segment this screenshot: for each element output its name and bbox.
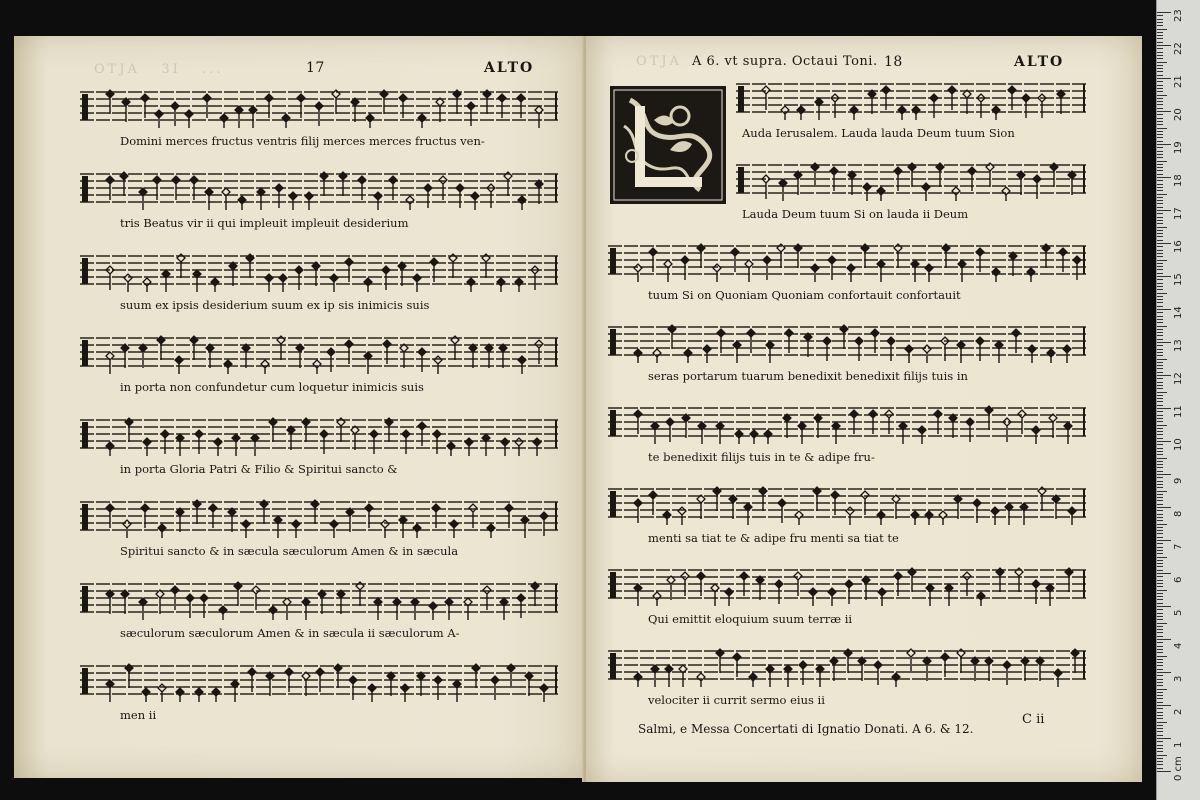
footer-title: Salmi, e Messa Concertati di Ignatio Donati. A 6. & 12. bbox=[638, 722, 974, 736]
ruler-tick bbox=[1157, 101, 1163, 102]
right-lyric-line: seras portarum tuarum benedixit benedixit filijs tuis in bbox=[648, 369, 968, 383]
ruler-tick bbox=[1157, 467, 1163, 468]
left-lyric-line: sæculorum sæculorum Amen & in sæcula ii sæculorum A- bbox=[120, 626, 460, 640]
left-music-staff bbox=[80, 168, 560, 212]
ruler-tick bbox=[1157, 161, 1167, 162]
ruler-tick bbox=[1157, 187, 1163, 188]
left-lyric-line: Spiritui sancto & in sæcula sæculorum Amen & in sæcula bbox=[120, 544, 459, 558]
ruler-tick bbox=[1157, 599, 1163, 600]
right-page-number: 18 bbox=[884, 54, 903, 70]
ruler-number: 16 bbox=[1173, 240, 1184, 253]
right-music-staff bbox=[608, 645, 1088, 689]
ruler-tick bbox=[1157, 464, 1163, 465]
ruler-tick bbox=[1157, 88, 1163, 89]
ruler-tick bbox=[1157, 326, 1167, 327]
ruler-tick bbox=[1157, 520, 1163, 521]
ruler-tick bbox=[1157, 411, 1163, 412]
ruler-tick bbox=[1157, 68, 1163, 69]
right-music-staff bbox=[736, 159, 1088, 203]
ruler-tick bbox=[1157, 434, 1163, 435]
ruler-tick bbox=[1157, 623, 1167, 624]
ruler-number: 19 bbox=[1173, 141, 1184, 154]
ruler-tick bbox=[1157, 616, 1163, 617]
ruler-tick bbox=[1157, 210, 1171, 211]
ruler-tick bbox=[1157, 471, 1163, 472]
ruler-tick bbox=[1157, 659, 1163, 660]
ruler-number: 14 bbox=[1173, 306, 1184, 319]
ruler-tick bbox=[1157, 441, 1171, 442]
ruler-tick bbox=[1157, 184, 1163, 185]
left-page bbox=[14, 36, 586, 778]
ruler-tick bbox=[1157, 71, 1163, 72]
ruler-tick bbox=[1157, 642, 1163, 643]
ruler-tick bbox=[1157, 352, 1163, 353]
ruler-tick bbox=[1157, 751, 1163, 752]
ruler-tick bbox=[1157, 731, 1163, 732]
ruler-number: 17 bbox=[1173, 207, 1184, 220]
ruler-tick bbox=[1157, 685, 1163, 686]
ruler-tick bbox=[1157, 253, 1163, 254]
ruler-tick bbox=[1157, 665, 1163, 666]
ruler-tick bbox=[1157, 250, 1163, 251]
ruler-tick bbox=[1157, 45, 1171, 46]
ruler-tick bbox=[1157, 484, 1163, 485]
ruler-tick bbox=[1157, 712, 1163, 713]
ruler-tick bbox=[1157, 279, 1163, 280]
ruler-tick bbox=[1157, 527, 1163, 528]
ruler-tick bbox=[1157, 164, 1163, 165]
ruler-tick bbox=[1157, 194, 1167, 195]
ruler-tick bbox=[1157, 573, 1171, 574]
ruler-tick bbox=[1157, 596, 1163, 597]
right-lyric-line: te benedixit filijs tuis in te & adipe fru- bbox=[648, 450, 875, 464]
ruler-tick bbox=[1157, 524, 1167, 525]
ruler-tick bbox=[1157, 431, 1163, 432]
bleed-through-text: OTJA 3I ... bbox=[94, 62, 224, 77]
ruler-tick bbox=[1157, 771, 1171, 772]
ruler-tick bbox=[1157, 755, 1167, 756]
ruler-tick bbox=[1157, 639, 1171, 640]
ruler-tick bbox=[1157, 137, 1163, 138]
ruler-tick bbox=[1157, 438, 1163, 439]
ruler-tick bbox=[1157, 223, 1163, 224]
ruler-tick bbox=[1157, 385, 1163, 386]
left-music-staff bbox=[80, 86, 560, 130]
bleed-through-text: OTJA bbox=[636, 54, 682, 69]
ruler-tick bbox=[1157, 124, 1163, 125]
left-music-staff bbox=[80, 496, 560, 540]
ruler-tick bbox=[1157, 669, 1163, 670]
ruler-tick bbox=[1157, 78, 1171, 79]
ruler-tick bbox=[1157, 246, 1163, 247]
ruler-tick bbox=[1157, 606, 1171, 607]
ruler-number: 12 bbox=[1173, 372, 1184, 385]
ruler-tick bbox=[1157, 580, 1163, 581]
ruler-number: 18 bbox=[1173, 174, 1184, 187]
ruler-tick bbox=[1157, 273, 1163, 274]
ruler-tick bbox=[1157, 418, 1163, 419]
ruler-tick bbox=[1157, 220, 1163, 221]
ruler-tick bbox=[1157, 276, 1171, 277]
ruler-tick bbox=[1157, 715, 1163, 716]
ruler-tick bbox=[1157, 170, 1163, 171]
ruler-tick bbox=[1157, 702, 1163, 703]
ruler-tick bbox=[1157, 415, 1163, 416]
ruler-tick bbox=[1157, 481, 1163, 482]
ruler-tick bbox=[1157, 448, 1163, 449]
ruler-tick bbox=[1157, 243, 1171, 244]
ruler-tick bbox=[1157, 646, 1163, 647]
ruler-tick bbox=[1157, 236, 1163, 237]
right-voice-label: ALTO bbox=[1014, 54, 1065, 70]
ruler-tick bbox=[1157, 91, 1163, 92]
ruler-tick bbox=[1157, 487, 1163, 488]
measurement-ruler bbox=[1156, 0, 1200, 800]
ruler-tick bbox=[1157, 745, 1163, 746]
ruler-number: 7 bbox=[1173, 543, 1184, 550]
ruler-tick bbox=[1157, 345, 1163, 346]
ruler-tick bbox=[1157, 698, 1163, 699]
ruler-tick bbox=[1157, 477, 1163, 478]
ruler-tick bbox=[1157, 540, 1171, 541]
ruler-tick bbox=[1157, 322, 1163, 323]
right-music-staff bbox=[608, 564, 1088, 608]
right-lyric-line: menti sa tiat te & adipe fru menti sa tiat te bbox=[648, 531, 899, 545]
ruler-number: 11 bbox=[1173, 405, 1184, 418]
ruler-tick bbox=[1157, 619, 1163, 620]
ruler-tick bbox=[1157, 761, 1163, 762]
ruler-tick bbox=[1157, 576, 1163, 577]
ruler-tick bbox=[1157, 461, 1163, 462]
ruler-tick bbox=[1157, 312, 1163, 313]
right-header-title: A 6. vt supra. Octaui Toni. bbox=[692, 54, 878, 69]
ruler-number: 13 bbox=[1173, 339, 1184, 352]
ruler-tick bbox=[1157, 319, 1163, 320]
right-lyric-line: tuum Si on Quoniam Quoniam confortauit confortauit bbox=[648, 288, 961, 302]
ruler-tick bbox=[1157, 335, 1163, 336]
left-lyric-line: in porta Gloria Patri & Filio & Spiritui sancto & bbox=[120, 462, 398, 476]
ruler-tick bbox=[1157, 629, 1163, 630]
ruler-tick bbox=[1157, 735, 1163, 736]
ruler-tick bbox=[1157, 454, 1163, 455]
ruler-tick bbox=[1157, 632, 1163, 633]
ruler-tick bbox=[1157, 134, 1163, 135]
ruler-tick bbox=[1157, 197, 1163, 198]
ruler-tick bbox=[1157, 121, 1163, 122]
ruler-number: 6 bbox=[1173, 576, 1184, 583]
ruler-tick bbox=[1157, 174, 1163, 175]
right-music-staff bbox=[608, 483, 1088, 527]
ruler-tick bbox=[1157, 382, 1163, 383]
ruler-tick bbox=[1157, 85, 1163, 86]
ruler-tick bbox=[1157, 283, 1163, 284]
ruler-tick bbox=[1157, 147, 1163, 148]
ruler-tick bbox=[1157, 692, 1163, 693]
ruler-tick bbox=[1157, 425, 1167, 426]
right-lyric-line: Lauda Deum tuum Si on lauda ii Deum bbox=[742, 207, 969, 221]
ruler-tick bbox=[1157, 98, 1163, 99]
ruler-number: 10 bbox=[1173, 438, 1184, 451]
ruler-tick bbox=[1157, 613, 1163, 614]
ruler-tick bbox=[1157, 32, 1163, 33]
ruler-tick bbox=[1157, 590, 1167, 591]
ruler-tick bbox=[1157, 517, 1163, 518]
ruler-tick bbox=[1157, 141, 1163, 142]
ruler-tick bbox=[1157, 626, 1163, 627]
left-music-staff bbox=[80, 332, 560, 376]
ruler-tick bbox=[1157, 718, 1163, 719]
ruler-tick bbox=[1157, 177, 1171, 178]
ruler-tick bbox=[1157, 474, 1171, 475]
ruler-tick bbox=[1157, 557, 1167, 558]
decorated-initial-l bbox=[610, 86, 726, 204]
ruler-tick bbox=[1157, 167, 1163, 168]
ruler-tick bbox=[1157, 266, 1163, 267]
ruler-number: 21 bbox=[1173, 75, 1184, 88]
ruler-tick bbox=[1157, 269, 1163, 270]
ruler-tick bbox=[1157, 296, 1163, 297]
left-music-staff bbox=[80, 414, 560, 458]
ruler-tick bbox=[1157, 547, 1163, 548]
ruler-tick bbox=[1157, 157, 1163, 158]
ruler-tick bbox=[1157, 316, 1163, 317]
ruler-tick bbox=[1157, 553, 1163, 554]
signature-mark: C ii bbox=[1022, 712, 1045, 727]
ruler-tick bbox=[1157, 365, 1163, 366]
ruler-number: 2 bbox=[1173, 708, 1184, 715]
ruler-tick bbox=[1157, 401, 1163, 402]
ruler-tick bbox=[1157, 764, 1163, 765]
ruler-tick bbox=[1157, 48, 1163, 49]
ruler-tick bbox=[1157, 695, 1163, 696]
left-music-staff bbox=[80, 578, 560, 622]
ruler-number: 0 cm bbox=[1173, 756, 1184, 781]
ruler-tick bbox=[1157, 203, 1163, 204]
ruler-tick bbox=[1157, 748, 1163, 749]
ruler-tick bbox=[1157, 355, 1163, 356]
ruler-tick bbox=[1157, 388, 1163, 389]
ruler-tick bbox=[1157, 25, 1163, 26]
ruler-tick bbox=[1157, 679, 1163, 680]
ruler-number: 9 bbox=[1173, 477, 1184, 484]
ruler-tick bbox=[1157, 408, 1171, 409]
ruler-tick bbox=[1157, 566, 1163, 567]
left-music-staff bbox=[80, 250, 560, 294]
ruler-tick bbox=[1157, 491, 1167, 492]
ruler-tick bbox=[1157, 131, 1163, 132]
ruler-tick bbox=[1157, 728, 1163, 729]
ruler-tick bbox=[1157, 543, 1163, 544]
ruler-tick bbox=[1157, 405, 1163, 406]
ruler-tick bbox=[1157, 636, 1163, 637]
ruler-tick bbox=[1157, 29, 1167, 30]
ruler-tick bbox=[1157, 603, 1163, 604]
ruler-tick bbox=[1157, 652, 1163, 653]
ruler-tick bbox=[1157, 289, 1163, 290]
ruler-tick bbox=[1157, 58, 1163, 59]
left-music-staff bbox=[80, 660, 560, 704]
ruler-tick bbox=[1157, 570, 1163, 571]
ruler-tick bbox=[1157, 458, 1167, 459]
ruler-tick bbox=[1157, 537, 1163, 538]
ruler-tick bbox=[1157, 741, 1163, 742]
ruler-tick bbox=[1157, 55, 1163, 56]
ruler-tick bbox=[1157, 154, 1163, 155]
left-lyric-line: Domini merces fructus ventris filij merces merces fructus ven- bbox=[120, 134, 485, 148]
ruler-tick bbox=[1157, 395, 1163, 396]
ruler-tick bbox=[1157, 421, 1163, 422]
ruler-tick bbox=[1157, 200, 1163, 201]
ruler-tick bbox=[1157, 497, 1163, 498]
ruler-number: 4 bbox=[1173, 642, 1184, 649]
ruler-tick bbox=[1157, 52, 1163, 53]
ruler-tick bbox=[1157, 286, 1163, 287]
ruler-tick bbox=[1157, 75, 1163, 76]
ruler-tick bbox=[1157, 758, 1163, 759]
ruler-tick bbox=[1157, 563, 1163, 564]
ruler-tick bbox=[1157, 675, 1163, 676]
left-lyric-line: in porta non confundetur cum loquetur inimicis suis bbox=[120, 380, 424, 394]
ruler-tick bbox=[1157, 725, 1163, 726]
ruler-tick bbox=[1157, 22, 1163, 23]
ruler-tick bbox=[1157, 302, 1163, 303]
ruler-tick bbox=[1157, 19, 1163, 20]
ruler-tick bbox=[1157, 510, 1163, 511]
ruler-tick bbox=[1157, 500, 1163, 501]
ruler-number: 5 bbox=[1173, 609, 1184, 616]
ruler-tick bbox=[1157, 656, 1167, 657]
ruler-tick bbox=[1157, 504, 1163, 505]
ruler-tick bbox=[1157, 180, 1163, 181]
ruler-tick bbox=[1157, 550, 1163, 551]
ruler-tick bbox=[1157, 378, 1163, 379]
ruler-tick bbox=[1157, 583, 1163, 584]
ruler-tick bbox=[1157, 42, 1163, 43]
ruler-tick bbox=[1157, 151, 1163, 152]
ruler-tick bbox=[1157, 362, 1163, 363]
ruler-tick bbox=[1157, 428, 1163, 429]
ruler-tick bbox=[1157, 256, 1163, 257]
ruler-tick bbox=[1157, 444, 1163, 445]
ruler-tick bbox=[1157, 81, 1163, 82]
ruler-tick bbox=[1157, 768, 1163, 769]
left-lyric-line: tris Beatus vir ii qui impleuit impleuit desiderium bbox=[120, 216, 409, 230]
ruler-tick bbox=[1157, 35, 1163, 36]
ruler-tick bbox=[1157, 372, 1163, 373]
ruler-tick bbox=[1157, 349, 1163, 350]
ruler-tick bbox=[1157, 240, 1163, 241]
ruler-tick bbox=[1157, 368, 1163, 369]
ruler-tick bbox=[1157, 213, 1163, 214]
ruler-tick bbox=[1157, 494, 1163, 495]
ruler-tick bbox=[1157, 144, 1171, 145]
ruler-tick bbox=[1157, 230, 1163, 231]
left-voice-label: ALTO bbox=[484, 60, 535, 76]
ruler-tick bbox=[1157, 114, 1163, 115]
ruler-tick bbox=[1157, 111, 1171, 112]
ruler-number: 23 bbox=[1173, 9, 1184, 22]
ruler-tick bbox=[1157, 586, 1163, 587]
ruler-number: 1 bbox=[1173, 741, 1184, 748]
right-lyric-line: velociter ii currit sermo eius ii bbox=[648, 693, 825, 707]
ruler-tick bbox=[1157, 38, 1163, 39]
ruler-tick bbox=[1157, 708, 1163, 709]
ruler-tick bbox=[1157, 306, 1163, 307]
right-music-staff bbox=[608, 321, 1088, 365]
ruler-tick bbox=[1157, 689, 1167, 690]
ruler-tick bbox=[1157, 263, 1163, 264]
ruler-tick bbox=[1157, 128, 1167, 129]
ruler-tick bbox=[1157, 339, 1163, 340]
ruler-tick bbox=[1157, 672, 1171, 673]
ruler-tick bbox=[1157, 593, 1163, 594]
ruler-tick bbox=[1157, 329, 1163, 330]
left-page-number: 17 bbox=[306, 60, 325, 76]
ruler-tick bbox=[1157, 299, 1163, 300]
ruler-tick bbox=[1157, 451, 1163, 452]
ruler-tick bbox=[1157, 207, 1163, 208]
ruler-tick bbox=[1157, 342, 1171, 343]
ruler-tick bbox=[1157, 649, 1163, 650]
ruler-tick bbox=[1157, 375, 1171, 376]
ruler-number: 20 bbox=[1173, 108, 1184, 121]
ruler-tick bbox=[1157, 609, 1163, 610]
ruler-tick bbox=[1157, 530, 1163, 531]
ruler-tick bbox=[1157, 332, 1163, 333]
ruler-tick bbox=[1157, 108, 1163, 109]
right-lyric-line: Auda Ierusalem. Lauda lauda Deum tuum Sion bbox=[742, 126, 1015, 140]
ruler-tick bbox=[1157, 682, 1163, 683]
ruler-tick bbox=[1157, 533, 1163, 534]
ruler-tick bbox=[1157, 104, 1163, 105]
right-music-staff bbox=[736, 78, 1088, 122]
ruler-number: 3 bbox=[1173, 675, 1184, 682]
ruler-tick bbox=[1157, 118, 1163, 119]
right-lyric-line: Qui emittit eloquium suum terræ ii bbox=[648, 612, 853, 626]
ruler-number: 8 bbox=[1173, 510, 1184, 517]
ruler-tick bbox=[1157, 514, 1163, 515]
ruler-tick bbox=[1157, 260, 1167, 261]
ruler-tick bbox=[1157, 233, 1163, 234]
ruler-tick bbox=[1157, 190, 1163, 191]
right-music-staff bbox=[608, 240, 1088, 284]
ruler-tick bbox=[1157, 309, 1171, 310]
right-music-staff bbox=[608, 402, 1088, 446]
ruler-tick bbox=[1157, 398, 1163, 399]
ruler-tick bbox=[1157, 227, 1167, 228]
ruler-tick bbox=[1157, 15, 1163, 16]
ruler-tick bbox=[1157, 722, 1167, 723]
ruler-tick bbox=[1157, 95, 1167, 96]
ruler-tick bbox=[1157, 217, 1163, 218]
ruler-tick bbox=[1157, 12, 1171, 13]
ruler-tick bbox=[1157, 359, 1167, 360]
left-lyric-line: suum ex ipsis desiderium suum ex ip sis inimicis suis bbox=[120, 298, 430, 312]
ruler-tick bbox=[1157, 560, 1163, 561]
ruler-number: 15 bbox=[1173, 273, 1184, 286]
left-lyric-line: men ii bbox=[120, 708, 157, 722]
ruler-tick bbox=[1157, 65, 1163, 66]
ruler-tick bbox=[1157, 705, 1171, 706]
ruler-tick bbox=[1157, 392, 1167, 393]
ruler-number: 22 bbox=[1173, 42, 1184, 55]
ruler-tick bbox=[1157, 62, 1167, 63]
ruler-tick bbox=[1157, 507, 1171, 508]
ruler-tick bbox=[1157, 738, 1171, 739]
ruler-tick bbox=[1157, 662, 1163, 663]
ruler-tick bbox=[1157, 293, 1167, 294]
